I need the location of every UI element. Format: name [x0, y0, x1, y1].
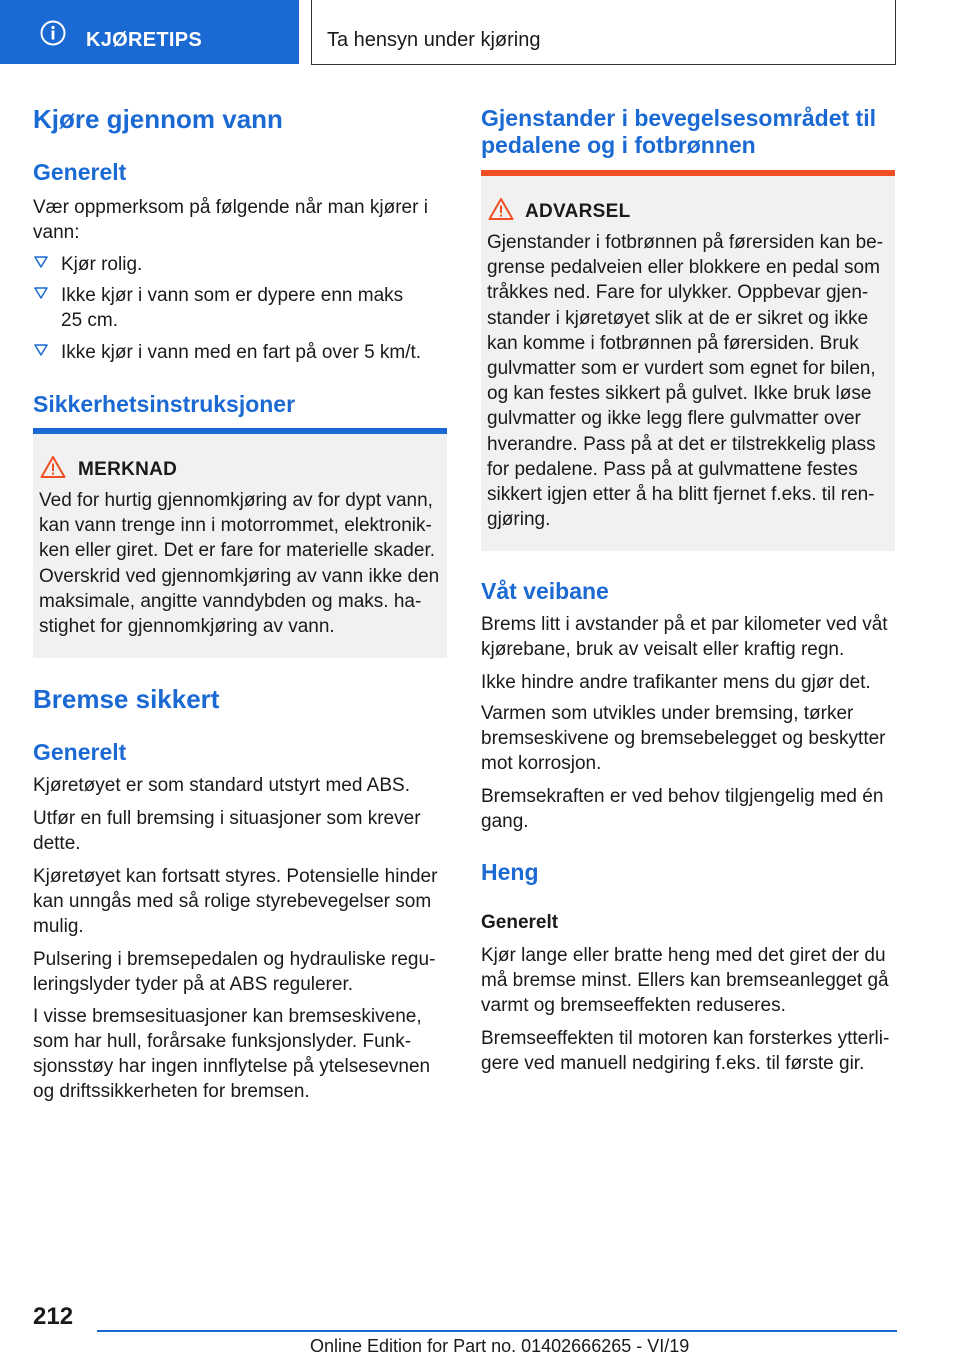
wet-paragraph: Varmen som utvikles under bremsing, tørker bremseskivene og bremsebelegget og beskytter mot korrosjon. — [481, 703, 886, 774]
note-title: MERKNAD — [78, 459, 178, 480]
heading-general-water: Generelt — [33, 159, 127, 185]
heading-safety: Sikkerhetsinstruksjoner — [33, 391, 296, 417]
info-icon — [40, 20, 66, 46]
note-bar — [33, 428, 447, 434]
footer-divider — [97, 1330, 897, 1332]
slope-paragraph: Bremseeffekten til motoren kan forsterkes ytterligere ved manuell nedgiring f.eks. til første gir. — [481, 1028, 890, 1074]
wet-paragraph: Brems litt i avstander på et par kilometer ved våt kjørebane, bruk av veisalt eller kraftig regn. — [481, 614, 888, 660]
wet-paragraph: Bremsekraften er ved behov tilgjengelig med én gang. — [481, 786, 884, 832]
water-intro: Vær oppmerksom på følgende når man kjører i vann: — [33, 197, 428, 243]
warning-triangle-icon — [488, 197, 514, 221]
heading-brake: Bremse sikkert — [33, 684, 220, 714]
note-text: Ved for hurtig gjennomkjøring av for dypt vann, kan vann trenge inn i motorrommet, elektronikken eller giret. Det er fare for materielle skader. Overskrid ved gjennomkjøring av vann ikke den maksimale, angitte vanndybden og maks. hastighet for gjennomkjøring av vann. — [39, 490, 440, 638]
brake-paragraph: Kjøretøyet er som standard utstyrt med ABS. — [33, 775, 410, 796]
warning-bar — [481, 170, 895, 176]
warning-box — [481, 170, 895, 551]
heading-general-brake: Generelt — [33, 739, 127, 765]
page-title: Ta hensyn under kjøring — [327, 29, 541, 51]
triangle-bullet-icon — [33, 342, 49, 358]
section-label: KJØRETIPS — [86, 29, 203, 51]
triangle-bullet-icon — [33, 285, 49, 301]
note-box — [33, 428, 447, 658]
heading-wet: Våt veibane — [481, 578, 609, 604]
triangle-bullet-icon — [33, 254, 49, 270]
heading-objects: Gjenstander i bevegelsesområdet til pedalene og i fotbrønnen — [481, 105, 876, 158]
brake-paragraph: I visse bremsesituasjoner kan bremseskivene, som har hull, forårsake funksjonslyder. Funksjonsstøy har ingen innflytelse på ytelsesevnen og driftssikkerheten for bremsen. — [33, 1006, 431, 1102]
warning-triangle-icon — [40, 455, 66, 479]
list-item: Kjør rolig. — [33, 252, 447, 277]
warning-title: ADVARSEL — [525, 201, 631, 222]
list-item: Ikke kjør i vann med en fart på over 5 km/t. — [33, 340, 447, 365]
list-item: Ikke kjør i vann som er dypere enn maks 25 cm. — [33, 283, 447, 333]
edition-text: Online Edition for Part no. 01402666265 - VI/19 — [310, 1336, 690, 1356]
brake-paragraph: Kjøretøyet kan fortsatt styres. Potensielle hinder kan unngås med så rolige styrebevegelser som mulig. — [33, 866, 438, 937]
heading-slope: Heng — [481, 859, 539, 885]
wet-paragraph: Ikke hindre andre trafikanter mens du gjør det. — [481, 672, 871, 693]
section-tab — [0, 0, 299, 64]
heading-water: Kjøre gjennom vann — [33, 104, 283, 134]
heading-general-slope: Generelt — [481, 912, 559, 933]
page-number: 212 — [33, 1303, 74, 1330]
brake-paragraph: Utfør en full bremsing i situasjoner som krever dette. — [33, 808, 421, 854]
slope-paragraph: Kjør lange eller bratte heng med det giret der du må bremse minst. Ellers kan bremseanlegget gå varmt og bremseeffekten reduseres. — [481, 945, 889, 1016]
warning-text: Gjenstander i fotbrønnen på førersiden kan begrense pedalveien eller blokkere en pedal som tråkkes ned. Fare for ulykker. Oppbevar gjenstander i kjøretøyet slik at de er sikret og ikke kan komme i fotbrønnen på førersiden. Bruk gulvmatter som er vurdert som egnet for bilen, og kan festes sikkert på gulvet. Ikke bruk løse gulvmatter og ikke legg flere gulvmatter over hverandre. Pass på at det er tilstrekkelig plass for pedalene. Pass på at gulvmattene festes sikkert igjen etter å ha blitt fjernet f.eks. til rengjøring. — [487, 232, 884, 531]
brake-paragraph: Pulsering i bremsepedalen og hydrauliske reguleringslyder tyder på at ABS regulerer. — [33, 949, 436, 995]
